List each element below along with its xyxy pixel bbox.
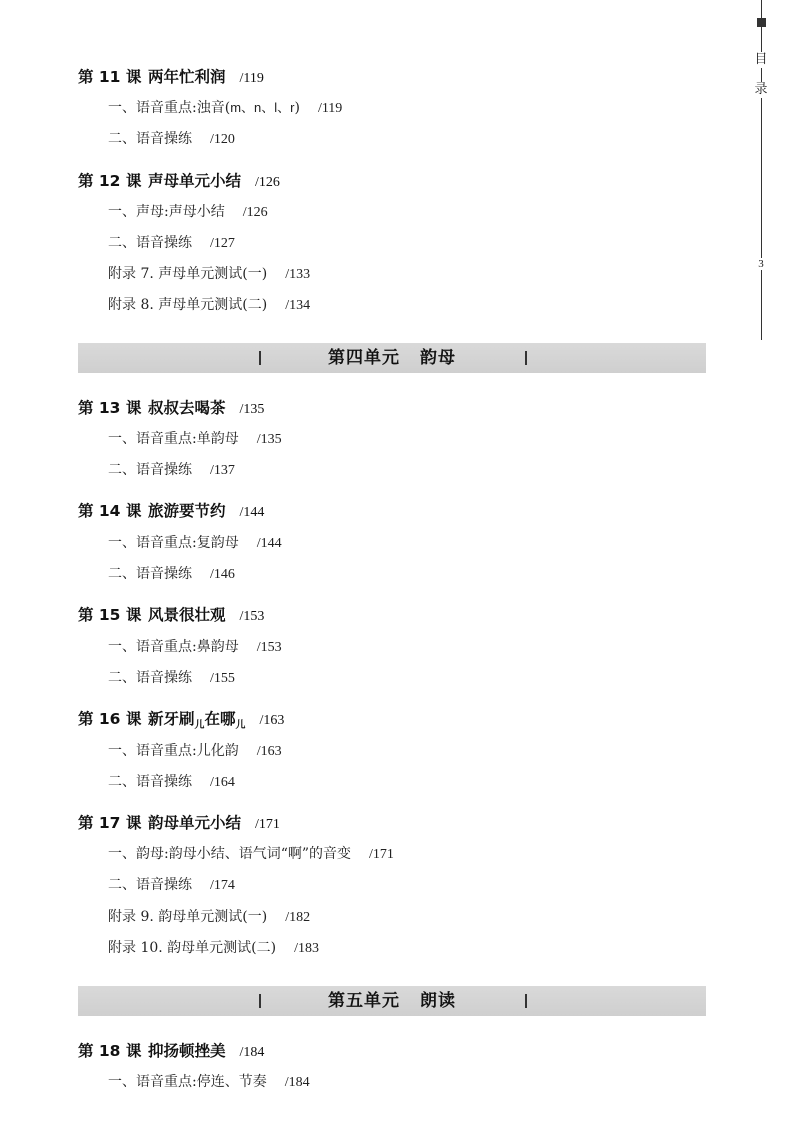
entry-text: 二、语音操练 bbox=[108, 774, 192, 790]
page-reference: /119 bbox=[239, 71, 264, 86]
sub-entry[interactable] bbox=[108, 1071, 310, 1094]
side-header-char: 目 bbox=[750, 52, 772, 68]
page-reference: /184 bbox=[284, 1075, 310, 1090]
sub-entry[interactable] bbox=[108, 874, 235, 897]
lesson-title: 旅游要节约 bbox=[148, 502, 226, 520]
lesson-number: 第 18 课 bbox=[78, 1042, 142, 1060]
page-reference: /135 bbox=[239, 402, 265, 417]
page-reference: /144 bbox=[256, 536, 282, 551]
appendix-entry[interactable] bbox=[108, 294, 310, 317]
sub-entry[interactable] bbox=[108, 97, 342, 120]
entry-text: 二、语音操练 bbox=[108, 131, 192, 147]
page-reference: /163 bbox=[256, 744, 282, 759]
entry-text-consonants: m、n、l、r bbox=[230, 100, 295, 115]
page-reference: /163 bbox=[259, 713, 285, 728]
page-reference: /135 bbox=[256, 432, 282, 447]
sub-entry[interactable] bbox=[108, 128, 235, 151]
side-rule bbox=[761, 0, 762, 340]
entry-text: 一、语音重点:鼻韵母 bbox=[108, 639, 239, 655]
entry-text: ) bbox=[294, 100, 300, 116]
lesson-entry[interactable] bbox=[78, 397, 264, 421]
lesson-number: 第 16 课 bbox=[78, 710, 142, 728]
page-reference: /183 bbox=[294, 941, 319, 956]
page-reference: /171 bbox=[255, 817, 280, 832]
lesson-title: 韵母单元小结 bbox=[148, 814, 242, 832]
sub-entry[interactable] bbox=[108, 201, 268, 224]
page-reference: /127 bbox=[210, 236, 235, 251]
unit-name: 朗读 bbox=[420, 991, 456, 1011]
page-reference: /120 bbox=[210, 132, 235, 147]
page-reference: /119 bbox=[317, 101, 343, 116]
entry-text: 一、语音重点:单韵母 bbox=[108, 431, 239, 447]
page-reference: /144 bbox=[239, 505, 265, 520]
page-reference: /174 bbox=[210, 878, 235, 893]
entry-text: 附录 10. 韵母单元测试(二) bbox=[108, 940, 277, 956]
lesson-number: 第 11 课 bbox=[78, 68, 142, 86]
entry-text: 一、韵母:韵母小结、语气词“啊”的音变 bbox=[108, 846, 352, 862]
entry-text: 二、语音操练 bbox=[108, 462, 192, 478]
entry-text: 二、语音操练 bbox=[108, 566, 192, 582]
lesson-entry[interactable] bbox=[78, 500, 264, 524]
lesson-number: 第 17 课 bbox=[78, 814, 142, 832]
sub-entry[interactable] bbox=[108, 232, 235, 255]
page-reference: /164 bbox=[210, 775, 235, 790]
side-marker bbox=[757, 18, 766, 27]
lesson-number: 第 15 课 bbox=[78, 606, 142, 624]
entry-text: 附录 8. 声母单元测试(二) bbox=[108, 297, 268, 313]
page-reference: /137 bbox=[210, 463, 235, 478]
unit-heading[interactable] bbox=[78, 343, 706, 373]
appendix-entry[interactable] bbox=[108, 263, 310, 286]
appendix-entry[interactable] bbox=[108, 906, 310, 929]
erhua-marker: 儿 bbox=[235, 720, 246, 731]
lesson-number: 第 13 课 bbox=[78, 399, 142, 417]
sub-entry[interactable] bbox=[108, 636, 282, 659]
lesson-number: 第 12 课 bbox=[78, 172, 142, 190]
sub-entry[interactable] bbox=[108, 740, 282, 763]
page-reference: /146 bbox=[210, 567, 235, 582]
lesson-title: 风景很壮观 bbox=[148, 606, 226, 624]
lesson-number: 第 14 课 bbox=[78, 502, 142, 520]
sub-entry[interactable] bbox=[108, 771, 235, 794]
page-reference: /126 bbox=[255, 175, 280, 190]
page-reference: /126 bbox=[242, 205, 268, 220]
unit-heading-label bbox=[78, 986, 706, 1016]
lesson-title: 声母单元小结 bbox=[148, 172, 242, 190]
unit-heading[interactable] bbox=[78, 986, 706, 1016]
entry-text: 一、语音重点:浊音( bbox=[108, 100, 231, 116]
lesson-entry[interactable] bbox=[78, 1040, 264, 1064]
lesson-entry[interactable] bbox=[78, 66, 264, 90]
entry-text: 一、语音重点:复韵母 bbox=[108, 535, 239, 551]
page-reference: /171 bbox=[369, 847, 394, 862]
erhua-marker: 儿 bbox=[194, 720, 205, 731]
lesson-entry[interactable] bbox=[78, 604, 264, 628]
unit-name: 韵母 bbox=[420, 348, 456, 368]
page-reference: /133 bbox=[285, 267, 311, 282]
appendix-entry[interactable] bbox=[108, 937, 319, 960]
lesson-title: 两年忙利润 bbox=[148, 68, 226, 86]
lesson-entry[interactable] bbox=[78, 170, 280, 194]
lesson-entry[interactable] bbox=[78, 812, 280, 836]
page-reference: /153 bbox=[256, 640, 282, 655]
lesson-title-part: 在哪 bbox=[204, 710, 236, 728]
page-reference: /184 bbox=[239, 1045, 265, 1060]
entry-text: 一、语音重点:儿化韵 bbox=[108, 743, 239, 759]
unit-heading-label bbox=[78, 343, 706, 373]
sub-entry[interactable] bbox=[108, 428, 282, 451]
lesson-title: 叔叔去喝茶 bbox=[148, 399, 226, 417]
lesson-title: 抑扬顿挫美 bbox=[148, 1042, 226, 1060]
entry-text: 一、语音重点:停连、节奏 bbox=[108, 1074, 267, 1090]
entry-text: 一、声母:声母小结 bbox=[108, 204, 225, 220]
entry-text: 附录 9. 韵母单元测试(一) bbox=[108, 909, 268, 925]
page-number: 3 bbox=[752, 258, 770, 270]
sub-entry[interactable] bbox=[108, 667, 235, 690]
sub-entry[interactable] bbox=[108, 532, 282, 555]
entry-text: 二、语音操练 bbox=[108, 877, 192, 893]
page-reference: /182 bbox=[285, 910, 311, 925]
page-reference: /134 bbox=[285, 298, 311, 313]
entry-text: 二、语音操练 bbox=[108, 670, 192, 686]
page-reference: /155 bbox=[210, 671, 235, 686]
unit-number: 第四单元 bbox=[328, 348, 400, 368]
page-reference: /153 bbox=[239, 609, 265, 624]
lesson-entry[interactable] bbox=[78, 708, 284, 733]
sub-entry[interactable] bbox=[108, 563, 235, 586]
sub-entry[interactable] bbox=[108, 843, 394, 866]
sub-entry[interactable] bbox=[108, 459, 235, 482]
unit-number: 第五单元 bbox=[328, 991, 400, 1011]
lesson-title-part: 新牙刷 bbox=[148, 710, 195, 728]
side-header-char: 录 bbox=[750, 82, 772, 98]
entry-text: 附录 7. 声母单元测试(一) bbox=[108, 266, 268, 282]
lesson-title bbox=[148, 708, 246, 733]
entry-text: 二、语音操练 bbox=[108, 235, 192, 251]
